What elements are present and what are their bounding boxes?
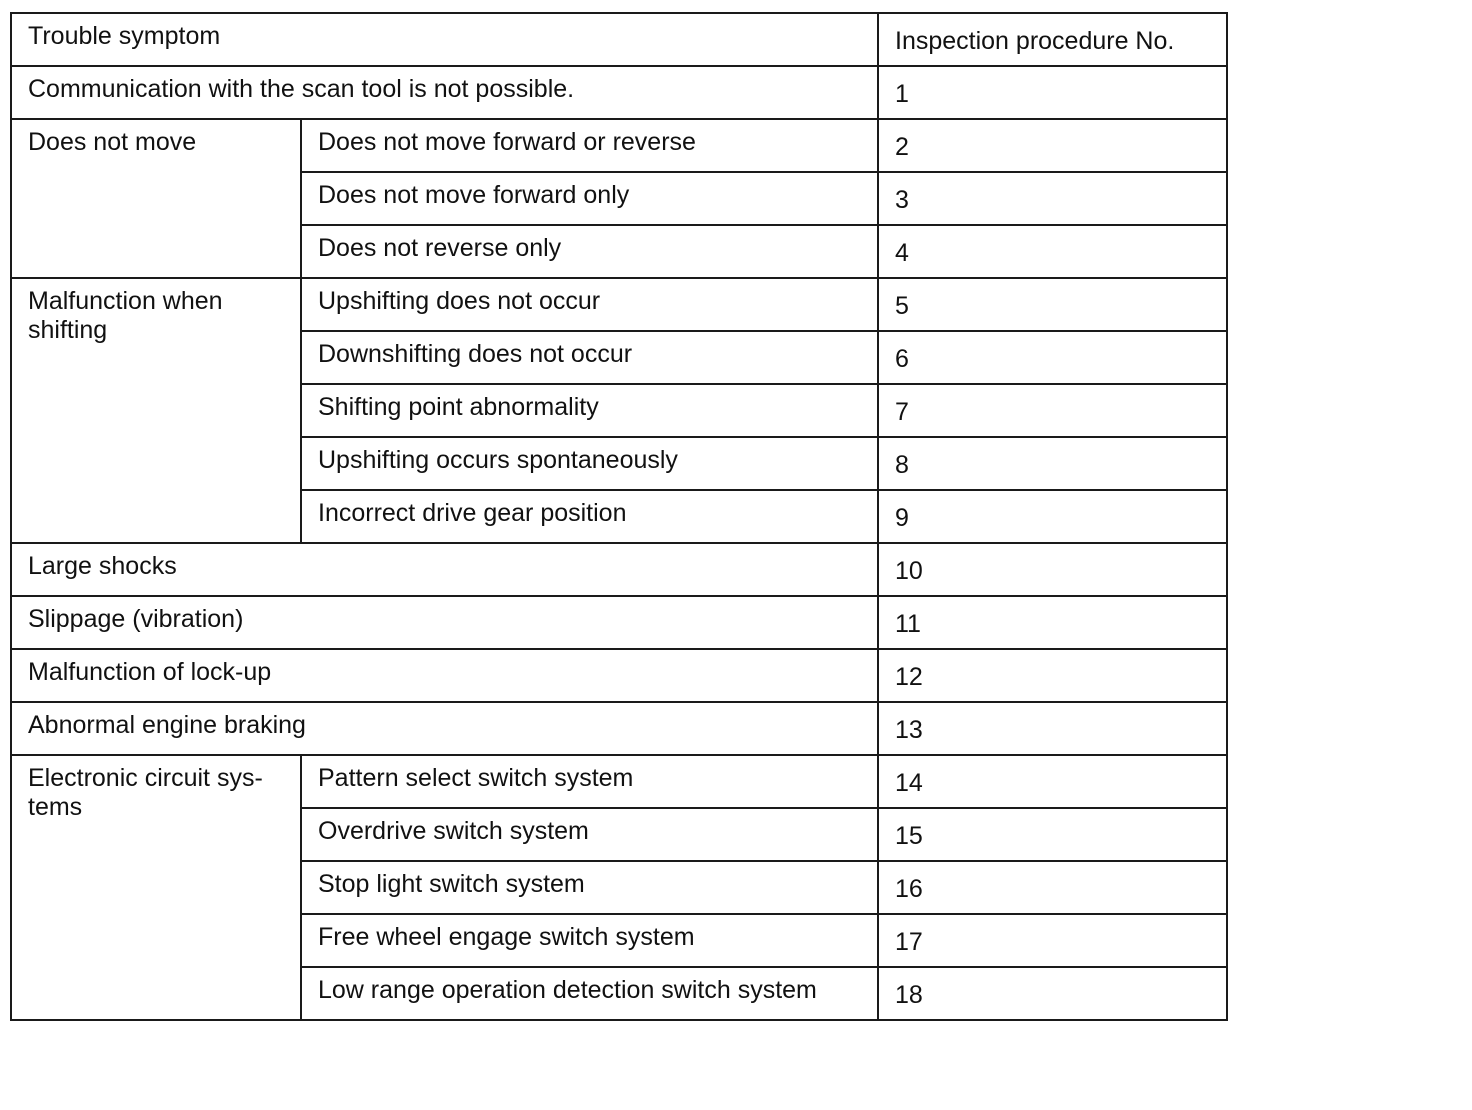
procedure-number: 15 (878, 808, 1227, 861)
procedure-number: 8 (878, 437, 1227, 490)
symptom-cell: Abnormal engine braking (11, 702, 878, 755)
procedure-number: 7 (878, 384, 1227, 437)
symptom-cell: Free wheel engage switch system (301, 914, 878, 967)
symptom-cell: Shifting point abnormality (301, 384, 878, 437)
procedure-number: 16 (878, 861, 1227, 914)
trouble-symptom-table (10, 12, 1228, 1021)
procedure-number: 6 (878, 331, 1227, 384)
symptom-cell: Low range operation detection switch system (301, 967, 878, 1020)
header-inspection-procedure: Inspection procedure No. (878, 13, 1227, 66)
procedure-number: 9 (878, 490, 1227, 543)
procedure-number: 5 (878, 278, 1227, 331)
procedure-number: 12 (878, 649, 1227, 702)
table-row (11, 543, 1227, 596)
group-label-line2: tems (28, 793, 83, 821)
procedure-number: 4 (878, 225, 1227, 278)
table-row (11, 755, 1227, 808)
procedure-number: 2 (878, 119, 1227, 172)
group-label-line2: shifting (28, 316, 108, 344)
symptom-cell: Does not move forward only (301, 172, 878, 225)
symptom-cell: Incorrect drive gear position (301, 490, 878, 543)
group-label-line1: Malfunction when (28, 287, 223, 315)
symptom-cell: Pattern select switch system (301, 755, 878, 808)
table-row (11, 278, 1227, 331)
group-electronic-circuit-systems (11, 755, 301, 1020)
procedure-number: 18 (878, 967, 1227, 1020)
table-row (11, 649, 1227, 702)
table-header-row (11, 13, 1227, 66)
group-malfunction-when-shifting (11, 278, 301, 543)
table-row (11, 596, 1227, 649)
table-row (11, 66, 1227, 119)
symptom-cell: Large shocks (11, 543, 878, 596)
table-row (11, 119, 1227, 172)
symptom-cell: Does not reverse only (301, 225, 878, 278)
symptom-cell: Malfunction of lock-up (11, 649, 878, 702)
procedure-number: 1 (878, 66, 1227, 119)
header-trouble-symptom: Trouble symptom (11, 13, 878, 66)
symptom-cell: Overdrive switch system (301, 808, 878, 861)
symptom-cell: Upshifting does not occur (301, 278, 878, 331)
symptom-cell: Stop light switch system (301, 861, 878, 914)
group-label-line1: Electronic circuit sys- (28, 764, 263, 792)
procedure-number: 14 (878, 755, 1227, 808)
procedure-number: 10 (878, 543, 1227, 596)
table-row (11, 702, 1227, 755)
symptom-cell: Downshifting does not occur (301, 331, 878, 384)
symptom-cell: Upshifting occurs spontaneously (301, 437, 878, 490)
procedure-number: 13 (878, 702, 1227, 755)
symptom-cell: Does not move forward or reverse (301, 119, 878, 172)
symptom-cell: Communication with the scan tool is not possible. (11, 66, 878, 119)
procedure-number: 3 (878, 172, 1227, 225)
symptom-cell: Slippage (vibration) (11, 596, 878, 649)
procedure-number: 11 (878, 596, 1227, 649)
group-does-not-move: Does not move (11, 119, 301, 278)
procedure-number: 17 (878, 914, 1227, 967)
